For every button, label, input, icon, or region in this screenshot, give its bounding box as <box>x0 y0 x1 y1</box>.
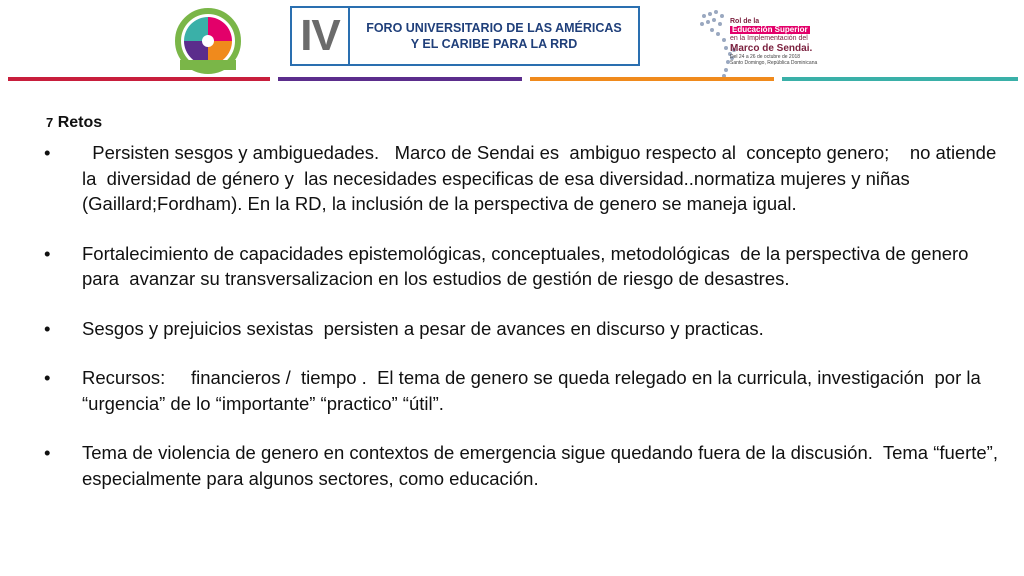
bullet-marker: • <box>44 367 51 388</box>
sendai-line6: Santo Domingo, República Dominicana <box>730 60 818 66</box>
forum-title-line1: FORO UNIVERSITARIO DE LAS AMÉRICAS <box>366 21 622 35</box>
sendai-logo <box>690 4 830 80</box>
forum-number: IV <box>292 8 350 64</box>
slide-header <box>0 0 1024 90</box>
bullet-marker: • <box>44 142 51 163</box>
sendai-line2: Educación Superior <box>732 25 808 34</box>
bullet-text: Persisten sesgos y ambiguedades. Marco de Sendai es ambiguo respecto al concepto genero; no atiende la diversidad de género y las necesidades especificas de esa diversidad..normatiza mujeres y niñas (Gaillard;Fordham). En la RD, la inclusión de la perspectiva de genero se maneja igual. <box>82 142 1002 214</box>
slide-content <box>42 114 1002 515</box>
sendai-logo-text <box>730 18 830 66</box>
slide-title <box>46 114 1002 132</box>
forum-title <box>350 8 638 64</box>
header-rule-purple <box>278 77 522 81</box>
bullet-item <box>42 316 1002 342</box>
sendai-line1: Rol de la <box>730 18 760 25</box>
forum-title-line2: Y EL CARIBE PARA LA RRD <box>410 37 578 51</box>
bullet-item <box>42 241 1002 292</box>
header-rule-red <box>8 77 270 81</box>
sendai-line5: Del 24 a 26 de octubre de 2018 <box>730 54 801 60</box>
bullet-item <box>42 140 1002 217</box>
bullet-item <box>42 440 1002 491</box>
forum-title-box <box>290 6 640 66</box>
sendai-line3: en la Implementación del <box>730 35 808 42</box>
slide-title-text: Retos <box>57 114 103 131</box>
bullet-list <box>42 140 1002 491</box>
slide-title-number: 7 <box>46 115 54 130</box>
bullet-text: Fortalecimiento de capacidades epistemológicas, conceptuales, metodológicas de la perspectiva de genero para avanzar su transversalizacion en los estudios de gestión de riesgo de desastres. <box>82 242 974 289</box>
bullet-item <box>42 365 1002 416</box>
header-rule-teal <box>782 77 1018 81</box>
bullet-text: Tema de violencia de genero en contextos de emergencia sigue quedando fuera de la discusión. Tema “fuerte”, especialmente para algunos sectores, como educación. <box>82 442 1004 489</box>
bullet-marker: • <box>44 442 51 463</box>
bullet-text: Sesgos y prejuicios sexistas persisten a pesar de avances en discurso y practicas. <box>82 317 764 339</box>
sendai-line4: Marco de Sendai. <box>730 43 813 54</box>
bullet-marker: • <box>44 317 51 339</box>
header-rule-orange <box>530 77 774 81</box>
bullet-marker: • <box>44 242 51 264</box>
education-logo-icon <box>172 8 244 74</box>
bullet-text: Recursos: financieros / tiempo . El tema de genero se queda relegado en la curricula, investigación por la “urgencia” de lo “importante” “practico” “útil”. <box>82 367 986 414</box>
